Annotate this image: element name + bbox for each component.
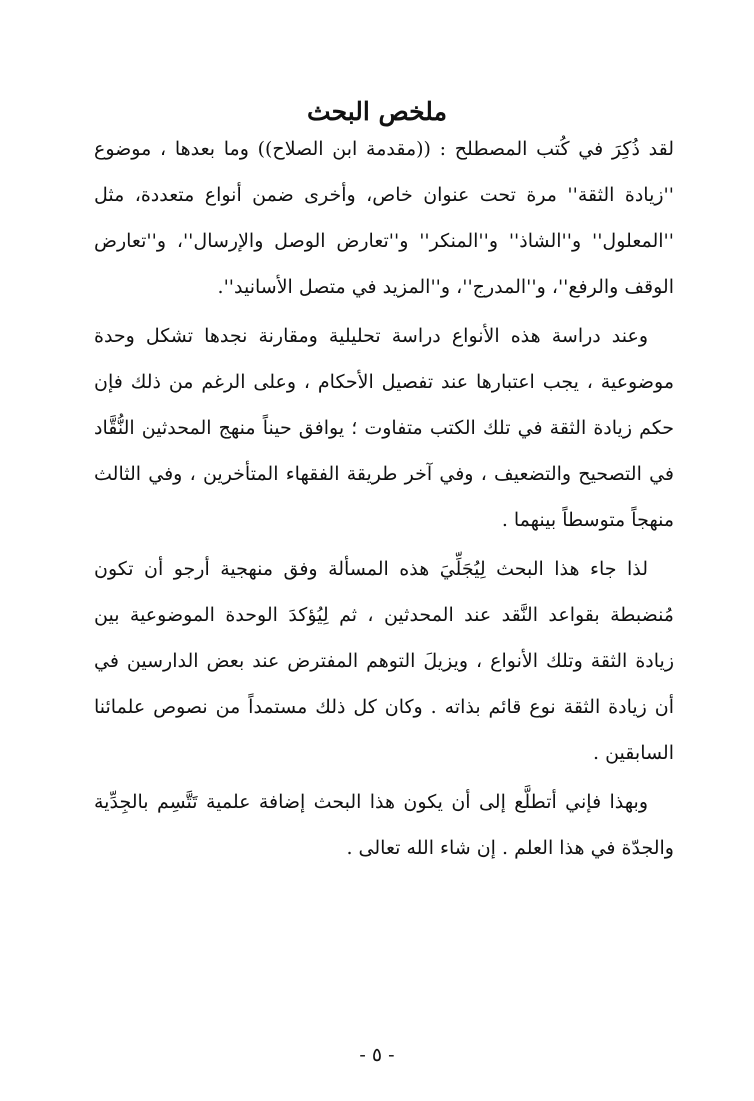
abstract-body bbox=[94, 126, 674, 874]
paragraph-4: وبهذا فإني أتطلَّع إلى أن يكون هذا البحث إضافة علمية تَتَّسِم بالجِدِّية والجدّة في هذا العلم . إن شاء الله تعالى . bbox=[94, 791, 674, 859]
paragraph-1: لقد ذُكِرَ في كُتب المصطلح : ((مقدمة ابن الصلاح)) وما بعدها ، موضوع ''زيادة الثقة'' مرة تحت عنوان خاص، وأخرى ضمن أنواع متعددة، مثل ''المعلول'' و''الشاذ'' و''المنكر'' و''تعارض الوصل والإرسال''، و''تعارض الوقف والرفع''، و''المدرج''، و''المزيد في متصل الأسانيد''. bbox=[94, 138, 674, 298]
page-number: - ٥ - bbox=[359, 1044, 395, 1066]
paragraph-3: لذا جاء هذا البحث لِيُجَلِّيَ هذه المسألة وفق منهجية أرجو أن تكون مُنضبطة بقواعد النَّقد عند المحدثين ، ثم لِيُؤكدَ الوحدة الموضوعية بين زيادة الثقة وتلك الأنواع ، ويزيلَ التوهم المفترض عند بعض الدارسين في أن زيادة الثقة نوع قائم بذاته . وكان كل ذلك مستمداً من نصوص علمائنا السابقين . bbox=[94, 558, 674, 764]
page-title: ملخص البحث bbox=[307, 96, 447, 126]
paragraph-2: وعند دراسة هذه الأنواع دراسة تحليلية ومقارنة نجدها تشكل وحدة موضوعية ، يجب اعتبارها عند تفصيل الأحكام ، وعلى الرغم من ذلك فإن حكم زيادة الثقة في تلك الكتب متفاوت ؛ يوافق حيناً منهج المحدثين النُّقَّاد في التصحيح والتضعيف ، وفي آخر طريقة الفقهاء المتأخرين ، وفي الثالث منهجاً متوسطاً بينهما . bbox=[94, 325, 674, 531]
